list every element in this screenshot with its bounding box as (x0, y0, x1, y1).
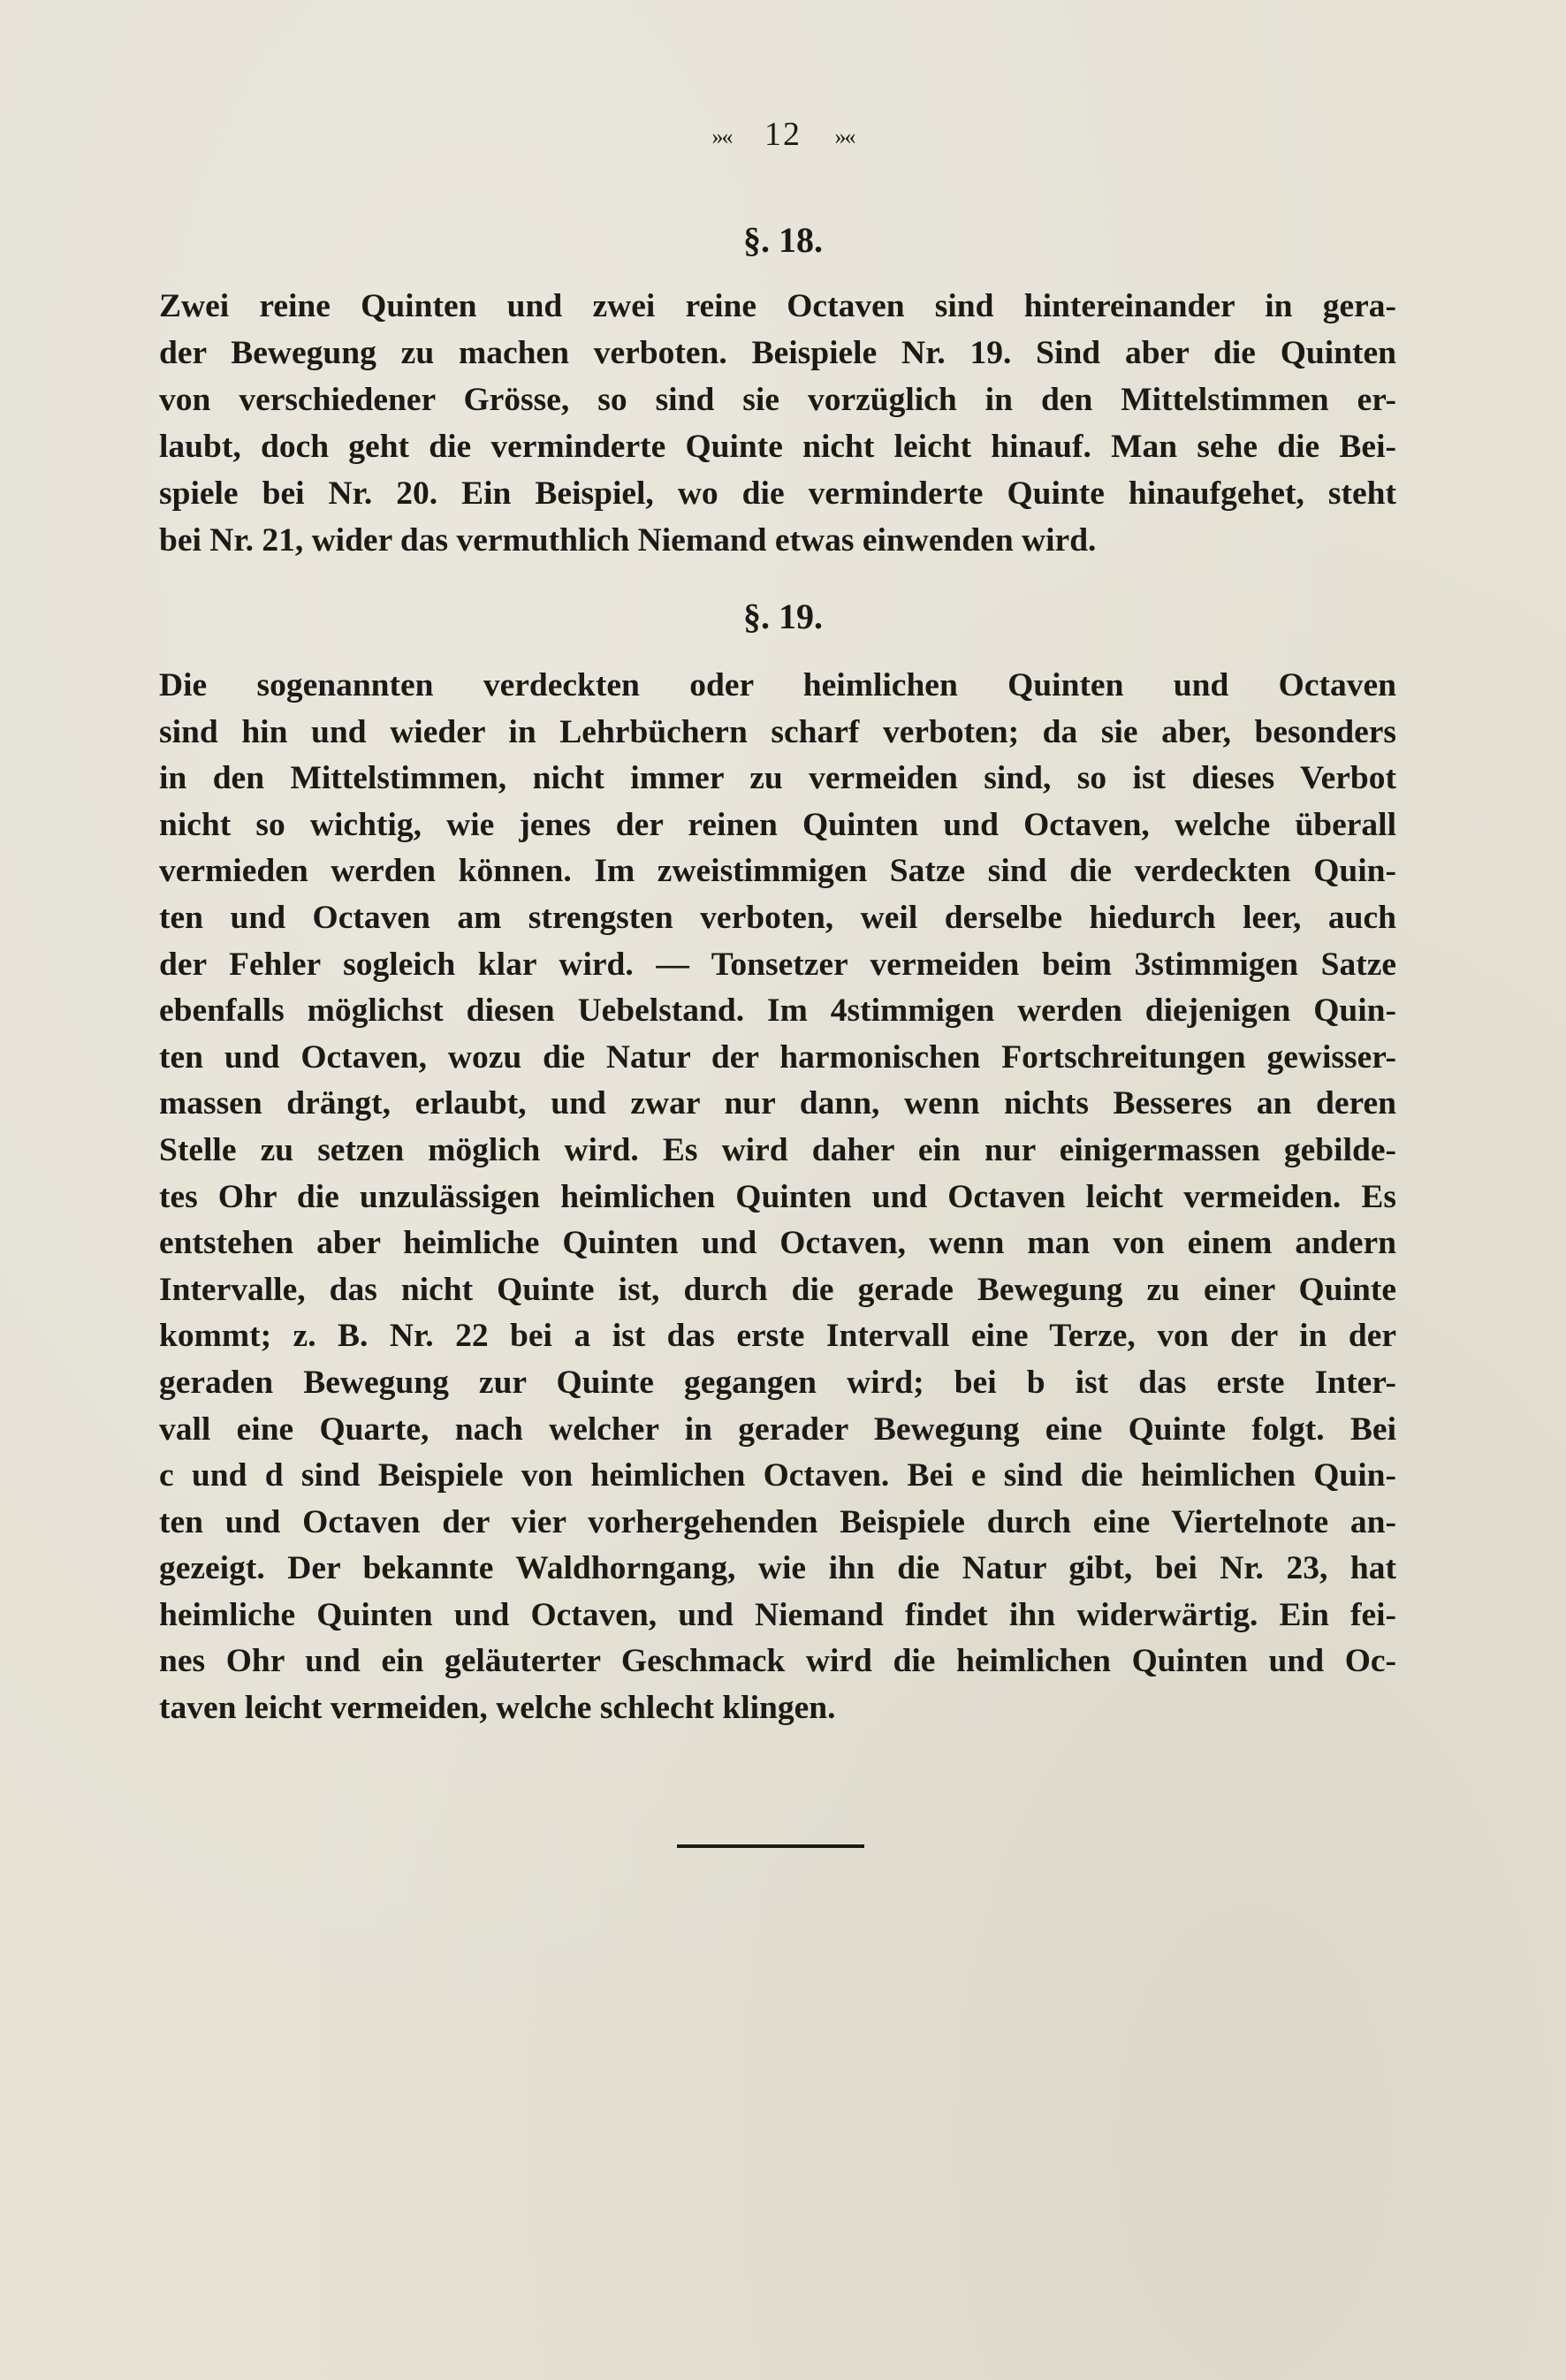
text-line: spiele bei Nr. 20. Ein Beispiel, wo die verminderte Quinte hinaufgehet, steht (159, 475, 1396, 512)
text-line: tes Ohr die unzulässigen heimlichen Quinten und Octaven leicht vermeiden. Es (159, 1178, 1396, 1215)
text-line: nes Ohr und ein geläuterter Geschmack wird die heimlichen Quinten und Oc- (159, 1643, 1396, 1680)
running-head (0, 115, 1566, 154)
text-line: sind hin und wieder in Lehrbüchern scharf verboten; da sie aber, besonders (159, 713, 1396, 750)
section-heading-18: §. 18. (743, 220, 823, 260)
paragraph-section-19 (159, 663, 1396, 1732)
text-line: vermieden werden können. Im zweistimmigen Satze sind die verdeckten Quin- (159, 853, 1396, 890)
text-line: ten und Octaven der vier vorhergehenden Beispiele durch eine Viertelnote an- (159, 1503, 1396, 1540)
text-line: Stelle zu setzen möglich wird. Es wird daher ein nur einigermassen gebilde- (159, 1131, 1396, 1168)
text-line: vall eine Quarte, nach welcher in gerader Bewegung eine Quinte folgt. Bei (159, 1411, 1396, 1448)
text-line: laubt, doch geht die verminderte Quinte nicht leicht hinauf. Man sehe die Bei- (159, 429, 1396, 465)
text-line: in den Mittelstimmen, nicht immer zu vermeiden sind, so ist dieses Verbot (159, 760, 1396, 797)
text-line: ebenfalls möglichst diesen Uebelstand. Im 4stimmigen werden diejenigen Quin- (159, 992, 1396, 1030)
text-line: entstehen aber heimliche Quinten und Octaven, wenn man von einem andern (159, 1225, 1396, 1262)
text-line: geraden Bewegung zur Quinte gegangen wird; bei b ist das erste Inter- (159, 1364, 1396, 1401)
text-line: gezeigt. Der bekannte Waldhorngang, wie ihn die Natur gibt, bei Nr. 23, hat (159, 1550, 1396, 1587)
text-line: ten und Octaven am strengsten verboten, weil derselbe hiedurch leer, auch (159, 899, 1396, 936)
text-line: massen drängt, erlaubt, und zwar nur dann, wenn nichts Besseres an deren (159, 1085, 1396, 1122)
text-line: c und d sind Beispiele von heimlichen Octaven. Bei e sind die heimlichen Quin- (159, 1457, 1396, 1494)
paragraph-section-18 (159, 283, 1396, 564)
ornament-left-icon: »« (711, 124, 732, 150)
text-line: ten und Octaven, wozu die Natur der harmonischen Fortschreitungen gewisser- (159, 1038, 1396, 1076)
text-line: Intervalle, das nicht Quinte ist, durch die gerade Bewegung zu einer Quinte (159, 1271, 1396, 1308)
text-line: der Bewegung zu machen verboten. Beispiele Nr. 19. Sind aber die Quinten (159, 335, 1396, 371)
text-line: der Fehler sogleich klar wird. — Tonsetzer vermeiden beim 3stimmigen Satze (159, 946, 1396, 983)
text-line: von verschiedener Grösse, so sind sie vorzüglich in den Mittelstimmen er- (159, 382, 1396, 418)
section-heading-19: §. 19. (743, 597, 823, 636)
ornament-right-icon: »« (834, 124, 855, 150)
page-number: 12 (764, 116, 802, 153)
text-line: taven leicht vermeiden, welche schlecht klingen. (159, 1690, 836, 1727)
text-line: Zwei reine Quinten und zwei reine Octaven sind hintereinander in gera- (159, 288, 1396, 324)
text-line: bei Nr. 21, wider das vermuthlich Niemand etwas einwenden wird. (159, 522, 1097, 559)
closing-rule (677, 1844, 864, 1848)
text-line: nicht so wichtig, wie jenes der reinen Quinten und Octaven, welche überall (159, 806, 1396, 843)
text-line: kommt; z. B. Nr. 22 bei a ist das erste Intervall eine Terze, von der in der (159, 1318, 1396, 1355)
text-line: Die sogenannten verdeckten oder heimlichen Quinten und Octaven (159, 667, 1396, 703)
text-line: heimliche Quinten und Octaven, und Niemand findet ihn widerwärtig. Ein fei- (159, 1596, 1396, 1633)
